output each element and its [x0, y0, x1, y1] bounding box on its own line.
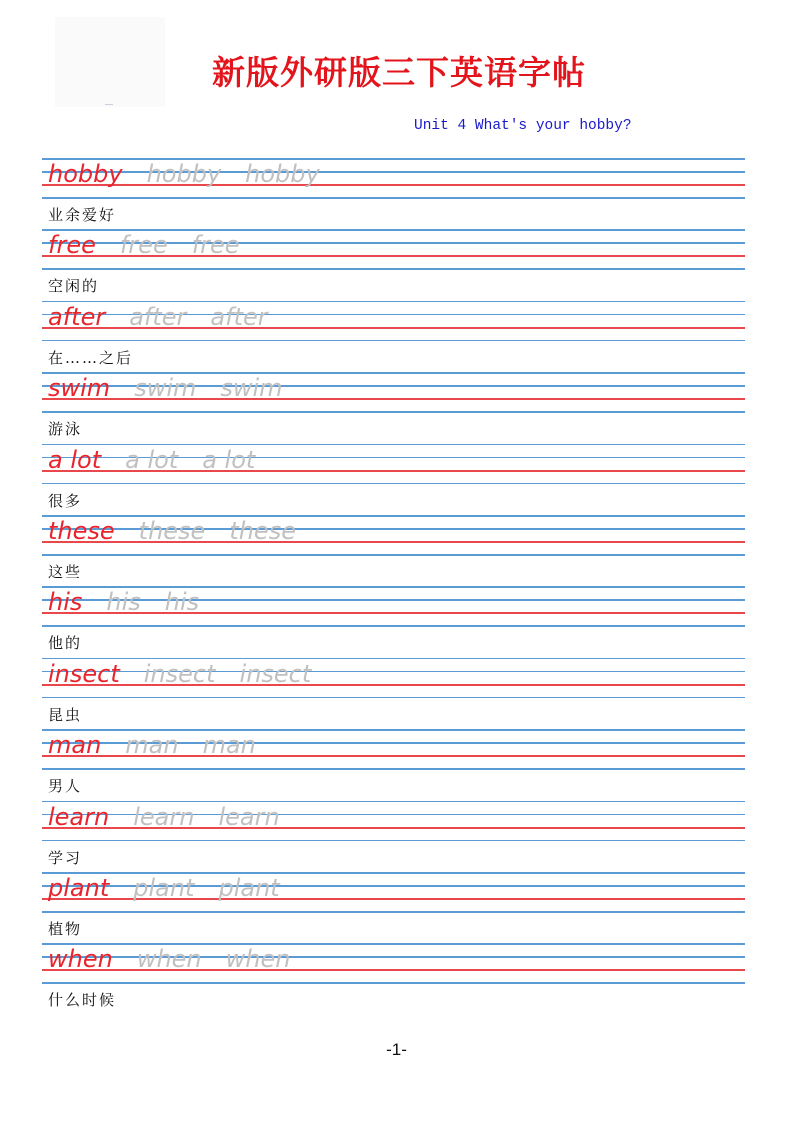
- vocab-meaning: 他的: [48, 634, 83, 653]
- vocab-entry: [42, 372, 745, 444]
- vocab-entry: [42, 444, 745, 516]
- guide-line-bottom: [42, 911, 745, 913]
- word-row: [48, 446, 255, 472]
- vocab-word: swim: [48, 374, 111, 403]
- vocab-meaning: 空闲的: [48, 277, 100, 296]
- trace-word: his: [106, 588, 141, 617]
- vocab-word: his: [48, 588, 83, 617]
- trace-word: these: [138, 517, 206, 545]
- word-row: [48, 660, 311, 686]
- vocab-entry: [42, 301, 745, 373]
- vocab-word: insect: [48, 659, 120, 688]
- vocab-word: these: [48, 517, 115, 545]
- trace-word: when: [136, 945, 202, 974]
- vocab-entry: [42, 229, 745, 301]
- vocab-word: hobby: [48, 160, 123, 188]
- guide-line-bottom: [42, 554, 745, 556]
- unit-subtitle: Unit 4 What's your hobby?: [414, 118, 632, 134]
- trace-word: his: [164, 588, 200, 617]
- vocab-meaning: 昆虫: [48, 705, 83, 724]
- vocab-entry: [42, 729, 745, 801]
- vocab-meaning: 游泳: [48, 420, 83, 439]
- vocab-word: when: [48, 945, 113, 974]
- vocab-word: plant: [48, 874, 110, 902]
- word-row: [48, 945, 291, 974]
- guide-line-bottom: [42, 268, 745, 270]
- guide-line-bottom: [42, 768, 745, 770]
- trace-word: plant: [218, 874, 280, 902]
- trace-word: plant: [133, 874, 195, 902]
- vocab-word: free: [48, 231, 96, 260]
- trace-word: swim: [220, 374, 283, 403]
- page-title: 新版外研版三下英语字帖: [212, 53, 586, 92]
- vocab-meaning: 这些: [48, 563, 83, 581]
- trace-word: swim: [134, 374, 197, 403]
- guide-line-bottom: [42, 625, 745, 627]
- guide-line-bottom: [42, 483, 745, 485]
- trace-word: hobby: [245, 160, 320, 188]
- trace-word: man: [125, 731, 179, 760]
- vocab-entry: [42, 158, 745, 230]
- vocab-entry: [42, 801, 745, 873]
- word-row: [48, 803, 280, 829]
- guide-line-bottom: [42, 840, 745, 842]
- trace-word: a lot: [202, 445, 256, 474]
- guide-line-bottom: [42, 982, 745, 984]
- vocab-word: learn: [48, 802, 110, 831]
- word-row: [48, 517, 296, 543]
- guide-line-bottom: [42, 411, 745, 413]
- word-row: [48, 374, 283, 403]
- trace-word: learn: [133, 802, 195, 831]
- vocab-meaning: 业余爱好: [48, 206, 117, 224]
- vocab-word: man: [48, 731, 102, 760]
- vocab-entry: [42, 943, 745, 1015]
- trace-word: after: [210, 302, 268, 331]
- word-row: [48, 874, 280, 900]
- vocab-entry: [42, 872, 745, 944]
- trace-word: these: [229, 517, 296, 545]
- vocab-entry: [42, 515, 745, 587]
- guide-line-bottom: [42, 197, 745, 199]
- vocab-word: after: [48, 302, 106, 331]
- vocab-meaning: 男人: [48, 777, 83, 796]
- trace-word: a lot: [125, 445, 179, 474]
- vocab-meaning: 在……之后: [48, 348, 134, 367]
- word-row: [48, 231, 240, 260]
- vocab-meaning: 植物: [48, 920, 83, 938]
- guide-line-bottom: [42, 340, 745, 342]
- trace-word: free: [119, 231, 168, 260]
- trace-word: insect: [239, 659, 312, 688]
- vocab-meaning: 学习: [48, 848, 83, 867]
- trace-word: learn: [218, 802, 280, 831]
- word-row: [48, 303, 268, 329]
- vocab-entry: [42, 586, 745, 658]
- trace-word: free: [191, 231, 240, 260]
- trace-word: when: [225, 945, 291, 974]
- vocab-entry: [42, 658, 745, 730]
- trace-word: insect: [143, 659, 216, 688]
- trace-word: hobby: [146, 160, 222, 188]
- trace-word: man: [202, 731, 256, 760]
- word-row: [48, 160, 320, 186]
- word-row: [48, 731, 256, 760]
- trace-word: after: [129, 302, 187, 331]
- vocab-meaning: 很多: [48, 491, 83, 510]
- word-row: [48, 588, 200, 617]
- page-number: -1-: [386, 1040, 407, 1059]
- vocab-meaning: 什么时候: [48, 991, 117, 1010]
- logo-mark: [105, 104, 113, 105]
- guide-line-bottom: [42, 697, 745, 699]
- vocab-word: a lot: [48, 445, 102, 474]
